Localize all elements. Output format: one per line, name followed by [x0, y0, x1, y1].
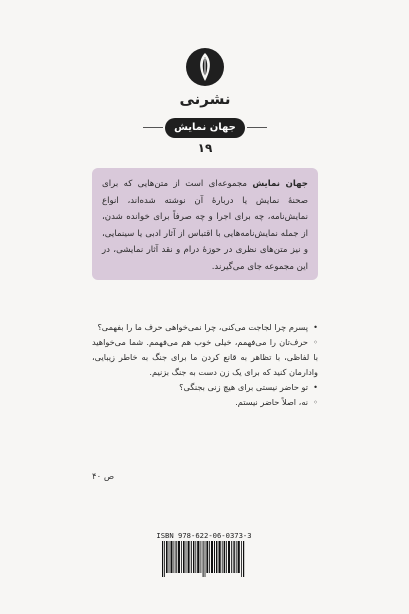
excerpt-line	[92, 380, 318, 395]
bullet-icon: ◦	[313, 397, 318, 407]
bullet-icon: •	[313, 382, 318, 392]
series-description-lead: جهان نمایش	[252, 179, 308, 189]
excerpt-line-text: نه، اصلاً حاضر نیستم.	[235, 397, 308, 407]
excerpt-line	[92, 335, 318, 380]
bullet-icon: ◦	[313, 337, 318, 347]
feather-leaf-logo	[184, 46, 226, 88]
barcode-icon	[162, 541, 246, 577]
excerpt-line-text: پسرم چرا لجاجت می‌کنی، چرا نمی‌خواهی حرف ما را بفهمی؟	[97, 322, 308, 332]
excerpt-line	[92, 320, 318, 335]
excerpt-line-text: حرف‌تان را می‌فهمم، خیلی خوب هم می‌فهمم. شما می‌خواهید با لفاظی، با تظاهر به قانع کردن ما برای جنگ به خاطر زیبایی، وادارمان کنید که برای یک زن دست به جنگ بزنیم.	[92, 337, 318, 377]
series-description-text: مجموعه‌ای است از متن‌هایی که برای صحنهٔ نمایش یا دربارهٔ آن نوشته شده‌اند، انواع نمایش‌نامه، چه برای اجرا و چه صرفاً برای خوانده شدن، از جمله نمایش‌نامه‌هایی با اقتباس از آثار ادبی یا سینمایی، و نیز متن‌های نظری در حوزهٔ درام و نقد آثار نمایشی، در این مجموعه جای می‌گیرند.	[102, 179, 308, 272]
series-description	[92, 168, 318, 280]
excerpt-line-text: تو حاضر نیستی برای هیچ زنی بجنگی؟	[179, 382, 308, 392]
excerpt	[92, 320, 318, 410]
excerpt-page-ref: ص ۴۰	[92, 472, 115, 482]
series-number: ۱۹	[197, 141, 213, 155]
excerpt-line	[92, 395, 318, 410]
series-badge: جهان نمایش	[165, 118, 245, 138]
bullet-icon: •	[313, 322, 318, 332]
isbn-text: ISBN 978-622-06-0373-3	[150, 531, 258, 540]
publisher-name: نشرنی	[179, 90, 231, 108]
